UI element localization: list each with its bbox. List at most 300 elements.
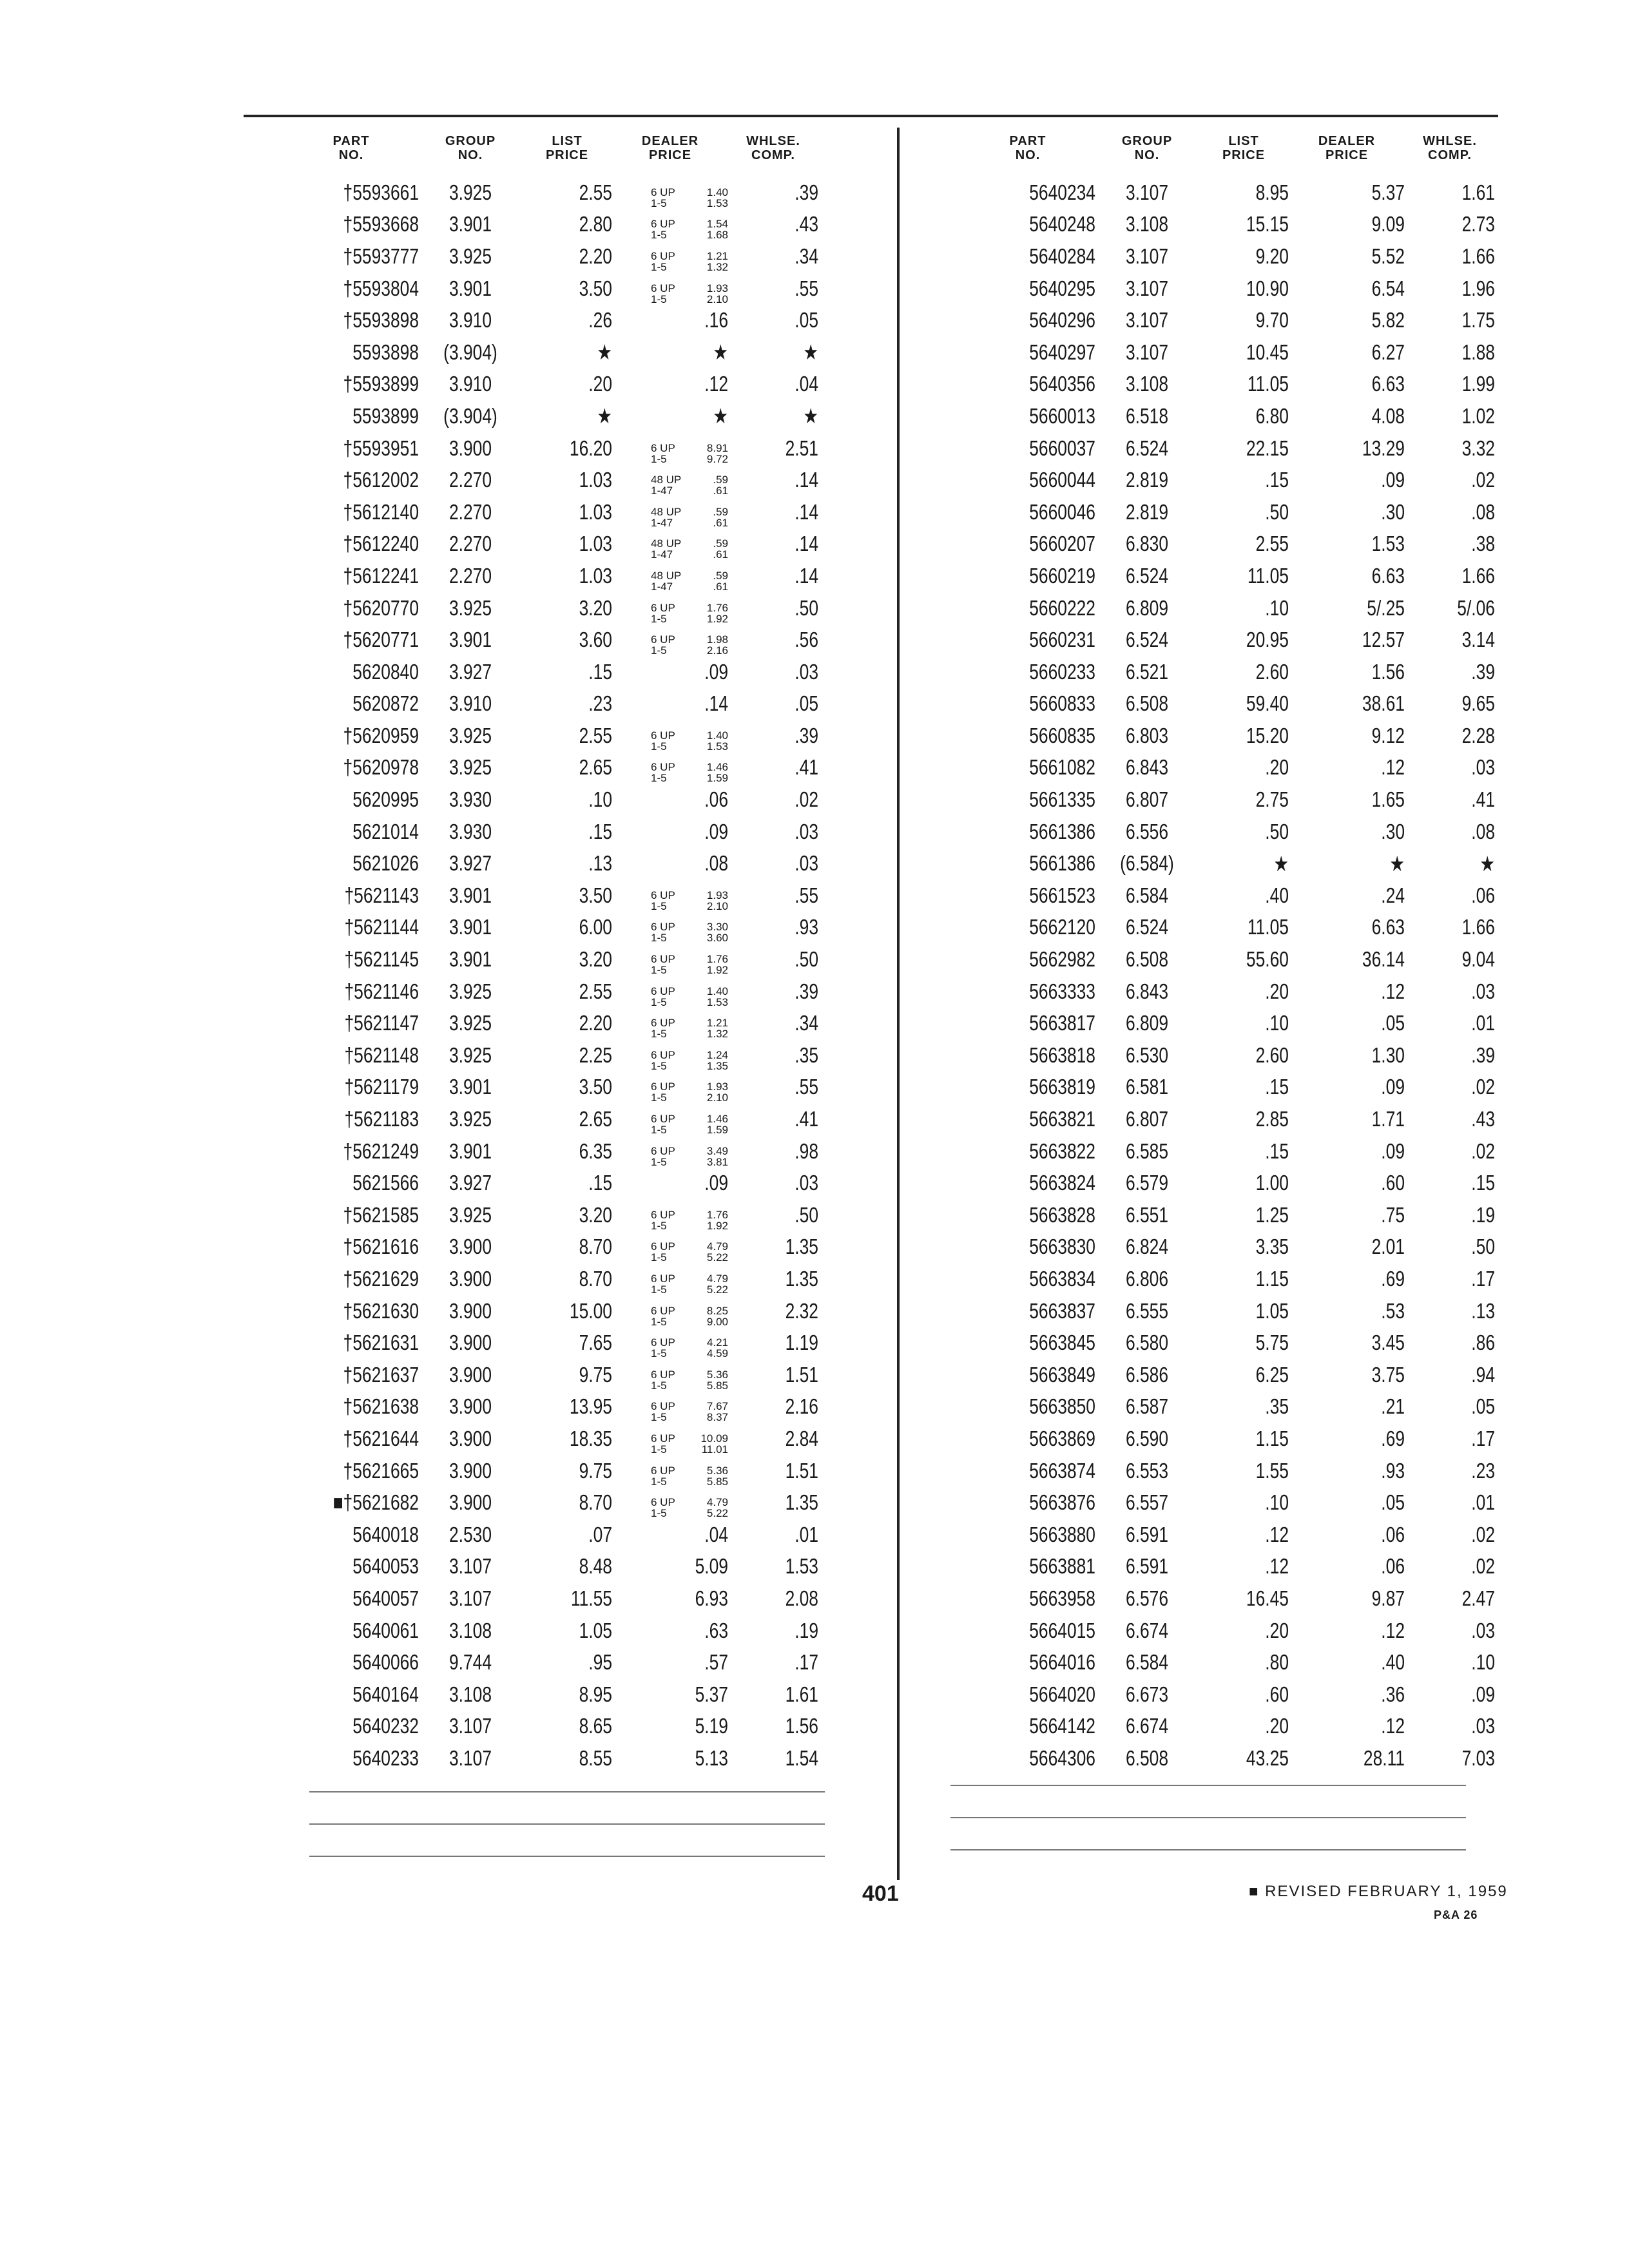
table-row [960,528,1514,561]
list-price: 3.20 [579,595,612,620]
table-header [284,134,851,177]
group-number: (3.904) [443,403,497,428]
tier-price: 1.59 [706,1124,728,1137]
tier-qty: 48 UP [651,474,682,486]
tier-price: .61 [713,548,728,561]
tier-high-qty [651,890,728,901]
part-number: 5640356 [1029,372,1095,396]
dealer-price: 2.01 [1371,1235,1405,1259]
tier-price: 1.21 [706,249,728,262]
table-row [284,273,851,305]
group-number: 6.557 [1125,1490,1169,1515]
group-number: 3.900 [448,1266,492,1291]
table-row [284,879,851,912]
list-price: 3.50 [579,883,612,907]
table-row [960,432,1514,465]
table-row [284,656,851,688]
whlse-comp: 1.61 [1461,180,1495,204]
whlse-comp: .05 [795,308,818,332]
dealer-price: 5.13 [695,1745,728,1770]
table-row [960,847,1514,879]
tier-qty: 6 UP [651,1464,675,1477]
tier-high-qty [651,283,728,294]
table-row [284,752,851,784]
table-row [960,1678,1514,1711]
tier-low-qty [651,1124,728,1135]
whlse-comp: .41 [795,755,818,780]
table-row [284,783,851,816]
list-price: .20 [1265,755,1289,780]
part-number: 5661386 [1029,851,1095,876]
tier-price: 5.36 [706,1464,728,1477]
list-price: .10 [1265,595,1289,620]
whlse-comp: .03 [795,819,818,843]
part-number: 5621566 [352,1171,419,1195]
dealer-price-tiers [651,1081,728,1103]
dealer-price [612,1231,728,1263]
dealer-price-tiers [651,251,728,273]
part-number: 5663876 [1029,1490,1095,1515]
left-price-table [284,134,851,1774]
part-number: 5664016 [1029,1650,1095,1675]
part-number: 5640284 [1029,244,1095,268]
group-number: 3.925 [448,723,492,747]
table-row [960,177,1514,209]
list-price: 8.48 [579,1554,612,1579]
whlse-comp: .39 [795,723,818,747]
table-row [284,1582,851,1615]
dealer-price-tiers [651,1113,728,1135]
dealer-price: .12 [704,372,728,396]
tier-qty: 1-5 [651,1475,667,1488]
tier-high-qty [651,1017,728,1028]
tier-price: 1.35 [706,1059,728,1072]
list-price: 2.55 [579,180,612,204]
dealer-price [612,1423,728,1455]
list-price: 11.05 [1247,563,1289,588]
tier-price: 5.22 [706,1507,728,1520]
part-number: †5621143 [344,883,419,907]
whlse-comp: .03 [1471,1714,1495,1738]
whlse-comp: 9.65 [1461,691,1495,716]
tier-price: 10.09 [700,1432,728,1445]
tier-high-qty [651,1369,728,1380]
part-number: 5661523 [1029,883,1095,907]
tier-qty: 1-5 [651,772,667,785]
tier-qty: 6 UP [651,249,675,262]
tier-qty: 6 UP [651,1048,675,1061]
group-number: 3.107 [448,1586,492,1610]
list-price: 10.90 [1246,276,1289,300]
table-row [284,1072,851,1104]
part-number: 5663830 [1029,1235,1095,1259]
tier-price: 8.25 [706,1304,728,1317]
dealer-price: 6.54 [1371,276,1405,300]
table-row [960,943,1514,975]
table-row [960,1742,1514,1774]
part-number: †5593951 [343,436,419,460]
table-row [284,688,851,720]
tier-high-qty [651,251,728,262]
table-row [284,369,851,401]
group-number: 3.901 [448,883,492,907]
table-row [960,273,1514,305]
dealer-price-tiers [651,443,728,465]
list-price: 16.20 [569,436,612,460]
list-price: .15 [588,1171,612,1195]
table-row [284,1231,851,1264]
tier-qty: 1-5 [651,932,667,945]
table-row [960,304,1514,336]
whlse-comp: .01 [1471,1011,1495,1035]
dealer-price-tiers [651,1273,728,1295]
group-number: 3.901 [448,628,492,652]
dealer-price-tiers [651,1146,728,1168]
list-price: .15 [1265,1075,1289,1099]
list-price: 55.60 [1246,947,1289,972]
list-price: 2.85 [1255,1107,1289,1131]
tier-price: 1.92 [706,964,728,977]
whlse-comp: .14 [795,468,818,492]
dealer-price: 36.14 [1362,947,1405,972]
table-row [284,912,851,944]
table-row [284,1551,851,1583]
part-number: 5640248 [1029,212,1095,236]
part-number: 5664306 [1029,1745,1095,1770]
table-row [284,1263,851,1295]
part-number: 5620995 [352,787,419,812]
part-number: 5661082 [1029,755,1095,780]
dealer-price-tiers [651,921,728,943]
whlse-comp: .08 [1471,499,1495,524]
tier-high-qty [651,634,728,645]
whlse-comp: 2.32 [785,1298,818,1323]
tier-price: 5.22 [706,1251,728,1264]
table-row [960,1039,1514,1072]
tier-qty: 6 UP [651,1240,675,1253]
group-number: 3.900 [448,1426,492,1450]
part-number: 5663958 [1029,1586,1095,1610]
group-number: 6.674 [1125,1714,1169,1738]
whlse-comp: .03 [1471,755,1495,780]
tier-qty: 1-5 [651,1219,667,1232]
tier-low-qty [651,645,728,656]
table-row [960,592,1514,624]
tier-high-qty [651,474,728,485]
tier-low-qty [651,965,728,975]
dealer-price [612,240,728,273]
whlse-comp: .93 [795,915,818,939]
dealer-price: 6.27 [1371,340,1405,364]
part-number: 5662982 [1029,947,1095,972]
list-price: 3.35 [1255,1235,1289,1259]
list-price: 1.03 [579,468,612,492]
dealer-price: 9.87 [1371,1586,1405,1610]
list-price: 13.95 [569,1394,612,1419]
tier-price: 3.60 [706,932,728,945]
whlse-comp: 1.53 [785,1554,818,1579]
header-group-no: GROUP NO. [445,134,496,162]
tier-price: 1.93 [706,282,728,294]
whlse-comp: 2.84 [785,1426,818,1450]
part-number: †5621585 [343,1202,419,1227]
part-number: †5593777 [343,244,419,268]
whlse-comp: 1.66 [1461,244,1495,268]
tier-high-qty [651,730,728,741]
tier-qty: 1-5 [651,1124,667,1137]
tier-price: 1.21 [706,1017,728,1030]
tier-high-qty [651,1209,728,1220]
dealer-price-tiers [651,1305,728,1327]
table-row [960,369,1514,401]
whlse-comp: .03 [1471,1618,1495,1642]
dealer-price-tiers [651,634,728,656]
tier-qty: 48 UP [651,569,682,582]
revised-note: ■ REVISED FEBRUARY 1, 1959 [1249,1883,1508,1900]
whlse-comp: .34 [795,1011,818,1035]
tier-qty: 1-5 [651,899,667,912]
tier-price: .59 [713,474,728,486]
dealer-price [612,751,728,783]
group-number: 3.910 [448,372,492,396]
dealer-price: .08 [704,851,728,876]
list-price: .10 [588,787,612,812]
table-row [960,656,1514,688]
group-number: 2.270 [448,468,492,492]
list-price: 43.25 [1246,1745,1289,1770]
list-price: 20.95 [1246,628,1289,652]
part-number: †5620978 [343,755,419,780]
group-number: 2.530 [448,1522,492,1546]
tier-low-qty [651,1220,728,1231]
part-number: †5593804 [343,276,419,300]
whlse-comp: .02 [1471,1554,1495,1579]
group-number: 3.927 [448,1171,492,1195]
tier-price: 11.01 [701,1443,728,1456]
tier-high-qty [651,538,728,549]
part-number: 5663880 [1029,1522,1095,1546]
right-price-table [960,134,1514,1774]
tier-qty: 1-5 [651,1411,667,1424]
part-number: 5660044 [1029,468,1095,492]
dealer-price: 3.45 [1371,1331,1405,1355]
tier-high-qty [651,1465,728,1476]
table-row [960,1231,1514,1264]
part-number: †5612240 [343,532,419,556]
part-number: 5640053 [352,1554,419,1579]
list-price: 8.95 [1255,180,1289,204]
group-number: 6.591 [1125,1554,1169,1579]
table-row [284,1423,851,1455]
dealer-price-tiers [651,218,728,240]
group-number: 3.107 [448,1554,492,1579]
tier-high-qty [651,1433,728,1444]
tier-qty: 1-47 [651,485,673,497]
group-number: 6.524 [1125,563,1169,588]
dealer-price [612,273,728,305]
dealer-price: 6.63 [1371,915,1405,939]
tier-qty: 6 UP [651,1336,675,1349]
dealer-price: 9.09 [1371,212,1405,236]
list-price: 9.75 [579,1458,612,1483]
tier-price: 1.53 [706,197,728,209]
part-number: 5663834 [1029,1266,1095,1291]
whlse-comp: .39 [1471,659,1495,684]
part-number: †5621249 [343,1139,419,1163]
part-number: 5664020 [1029,1682,1095,1706]
part-number: 5593898 [352,340,419,364]
part-number: 5663822 [1029,1139,1095,1163]
part-number: 5661386 [1029,819,1095,843]
tier-high-qty [651,1081,728,1092]
list-price: 1.00 [1255,1171,1289,1195]
dealer-price [612,1390,728,1423]
list-price: 2.20 [579,1011,612,1035]
tier-low-qty [651,294,728,305]
tier-price: 2.10 [706,293,728,305]
table-row [960,975,1514,1008]
part-number: †5612241 [343,563,419,588]
table-row [960,1263,1514,1295]
list-price: 11.05 [1247,915,1289,939]
tier-qty: 1-5 [651,1283,667,1296]
whlse-comp: .03 [1471,979,1495,1003]
tier-qty: 6 UP [651,1208,675,1221]
group-number: 3.930 [448,819,492,843]
tier-low-qty [651,229,728,240]
list-price: 1.15 [1255,1426,1289,1450]
list-price: 5.75 [1255,1331,1289,1355]
part-number: †5621665 [343,1458,419,1483]
header-list-price: LIST PRICE [1222,134,1266,162]
tier-high-qty [651,1146,728,1157]
dealer-price-tiers [651,1017,728,1039]
whlse-comp: .39 [795,979,818,1003]
whlse-comp: .02 [1471,1522,1495,1546]
list-price: 2.80 [579,212,612,236]
table-row [960,1486,1514,1519]
list-price: .12 [1265,1522,1289,1546]
part-number: 5663849 [1029,1362,1095,1387]
group-number: 3.108 [448,1682,492,1706]
list-price: 1.25 [1255,1202,1289,1227]
group-number: 3.927 [448,851,492,876]
whlse-comp: .15 [1471,1171,1495,1195]
tier-qty: 6 UP [651,1400,675,1413]
tier-price: 1.46 [706,1113,728,1126]
list-price: 8.70 [579,1235,612,1259]
dealer-price: .09 [1381,1075,1405,1099]
dealer-price: 5.37 [695,1682,728,1706]
tier-price: 5.36 [706,1368,728,1381]
tier-price: 5.22 [706,1283,728,1296]
tier-price: 2.10 [706,1091,728,1104]
part-number: †5621146 [344,979,419,1003]
table-row [284,1007,851,1039]
list-price: 3.20 [579,947,612,972]
table-row [960,879,1514,912]
tier-low-qty [651,932,728,943]
header-whlse-comp: WHLSE. COMP. [1423,134,1477,162]
group-number: 3.901 [448,915,492,939]
table-row [284,847,851,879]
part-number: 5640057 [352,1586,419,1610]
table-row [960,816,1514,848]
dealer-price-tiers [651,1050,728,1072]
group-number: 6.576 [1125,1586,1169,1610]
dealer-price-tiers [651,187,728,209]
list-price: 1.03 [579,499,612,524]
list-price: 2.65 [579,1107,612,1131]
dealer-price-tiers [651,730,728,752]
dealer-price: 5/.25 [1367,595,1405,620]
tier-qty: 6 UP [651,729,675,742]
tier-low-qty [651,613,728,624]
whlse-comp: .98 [795,1139,818,1163]
tier-low-qty [651,773,728,783]
whlse-comp: .35 [795,1043,818,1067]
tier-qty: 1-5 [651,1091,667,1104]
part-number: 5660835 [1029,723,1095,747]
whlse-comp: 1.96 [1461,276,1495,300]
tier-qty: 1-5 [651,1347,667,1360]
dealer-price-tiers [651,570,728,592]
group-number: 3.901 [448,947,492,972]
whlse-comp: .38 [1471,532,1495,556]
dealer-price: .12 [1381,979,1405,1003]
tier-price: 1.92 [706,1219,728,1232]
tier-price: 3.30 [706,921,728,934]
dealer-price-tiers [651,1401,728,1423]
part-number: 5640295 [1029,276,1095,300]
tier-high-qty [651,954,728,965]
part-number: †5612140 [343,499,419,524]
part-number: †5593898 [343,308,419,332]
tier-price: 1.32 [706,1028,728,1041]
group-number: 3.925 [448,180,492,204]
dealer-price: .16 [704,308,728,332]
table-row [960,1646,1514,1678]
table-row [284,1327,851,1359]
part-number: 5620872 [352,691,419,716]
tier-qty: 6 UP [651,985,675,997]
table-header [960,134,1514,177]
table-row [960,496,1514,528]
dealer-price-tiers [651,1433,728,1455]
group-number: 6.591 [1125,1522,1169,1546]
tier-low-qty [651,1252,728,1263]
tier-price: 9.00 [706,1315,728,1328]
whlse-comp: .19 [1471,1202,1495,1227]
dealer-price: ★ [713,404,728,428]
dealer-price-tiers [651,1465,728,1487]
group-number: 6.586 [1125,1362,1169,1387]
part-number: 5663845 [1029,1331,1095,1355]
part-number: †5621183 [344,1107,419,1131]
group-number: 3.925 [448,1011,492,1035]
table-row [960,209,1514,241]
whlse-comp: .09 [1471,1682,1495,1706]
tier-low-qty [651,1028,728,1039]
tier-price: 1.53 [706,740,728,753]
part-number: 5664142 [1029,1714,1095,1738]
table-row [284,943,851,975]
group-number: 6.580 [1125,1331,1169,1355]
list-price: ★ [597,340,612,365]
list-price: 10.45 [1246,340,1289,364]
list-price: 6.35 [579,1139,612,1163]
list-price: 7.65 [579,1331,612,1355]
